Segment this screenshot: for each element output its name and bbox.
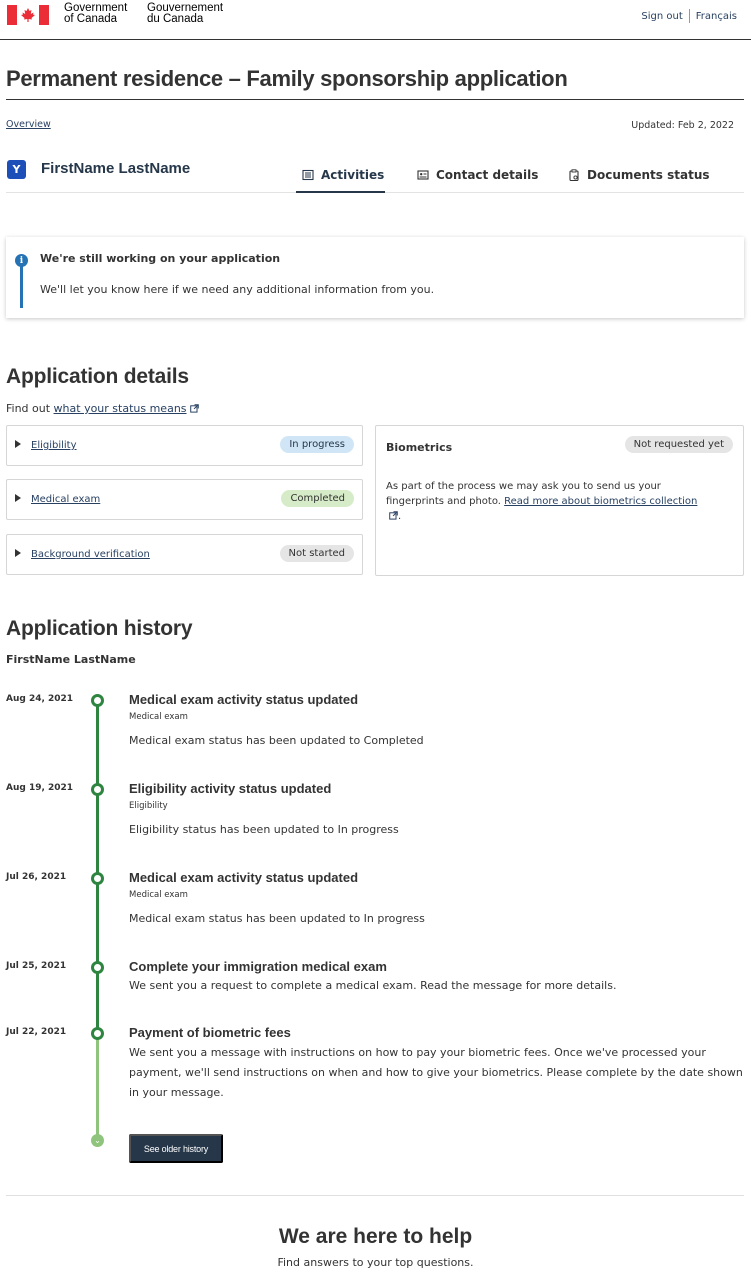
- event-description: Medical exam status has been updated to Completed: [129, 734, 424, 747]
- expand-triangle-icon: [15, 549, 21, 557]
- timeline-dot: [91, 1027, 104, 1040]
- tab-activities-label: Activities: [321, 168, 385, 182]
- gouvernement-du-canada-wordmark: [147, 3, 223, 25]
- info-icon: i: [15, 254, 28, 267]
- active-tab-indicator: [296, 191, 385, 193]
- medical-exam-link[interactable]: Medical exam: [31, 494, 101, 505]
- application-details-heading: Application details: [6, 365, 189, 388]
- event-date: Jul 22, 2021: [6, 1027, 67, 1037]
- contact-card-icon: [417, 169, 429, 181]
- timeline-chevron-down-icon: ⌄: [91, 1134, 104, 1147]
- list-icon: [302, 169, 314, 181]
- footer-divider: [6, 1195, 744, 1196]
- see-older-history-button[interactable]: See older history: [129, 1134, 223, 1163]
- event-title: Payment of biometric fees: [129, 1025, 291, 1040]
- event-title: Medical exam activity status updated: [129, 870, 359, 885]
- timeline-line-older: [96, 1038, 99, 1136]
- canada-flag-icon: [7, 5, 49, 25]
- timeline-line: [96, 700, 99, 1038]
- background-verification-item[interactable]: [6, 534, 363, 575]
- alert-title: We're still working on your application: [40, 252, 281, 265]
- tab-contact-details[interactable]: [417, 167, 538, 183]
- applicant-name: FirstName LastName: [41, 160, 191, 177]
- biometrics-collection-link[interactable]: Read more about biometrics collection: [504, 496, 698, 507]
- gov-en-line1: Government: [64, 2, 128, 14]
- tab-contact-details-label: Contact details: [436, 168, 539, 182]
- background-verification-link[interactable]: Background verification: [31, 549, 150, 560]
- status-badge: Completed: [281, 490, 354, 507]
- timeline-dot: [91, 783, 104, 796]
- event-date: Aug 19, 2021: [6, 783, 74, 793]
- event-subtitle: Eligibility: [129, 801, 168, 811]
- applicant-avatar: Y: [7, 160, 26, 179]
- status-badge: Not requested yet: [625, 436, 733, 453]
- biometrics-description: As part of the process we may ask you to send us your fingerprints and photo.: [386, 481, 661, 507]
- application-history-heading: Application history: [6, 617, 193, 640]
- biometrics-card: [375, 425, 744, 576]
- tab-documents-status-label: Documents status: [587, 168, 710, 182]
- status-meaning-link[interactable]: what your status means: [53, 402, 187, 415]
- status-help-text: [6, 402, 199, 415]
- title-divider: [6, 99, 744, 100]
- external-link-icon: [389, 511, 398, 520]
- event-title: Eligibility activity status updated: [129, 781, 332, 796]
- external-link-icon: [190, 404, 199, 413]
- expand-triangle-icon: [15, 440, 21, 448]
- timeline-dot: [91, 694, 104, 707]
- medical-exam-item[interactable]: [6, 479, 363, 520]
- eligibility-link[interactable]: Eligibility: [31, 440, 77, 451]
- status-badge: In progress: [280, 436, 354, 453]
- event-subtitle: Medical exam: [129, 890, 188, 900]
- event-title: Medical exam activity status updated: [129, 692, 359, 707]
- site-header: [0, 0, 751, 40]
- biometrics-title: Biometrics: [386, 441, 453, 454]
- expand-triangle-icon: [15, 494, 21, 502]
- page-title: Permanent residence – Family sponsorship application: [6, 66, 568, 91]
- event-description: We sent you a request to complete a medical exam. Read the message for more details.: [129, 979, 617, 992]
- gov-fr-line1: Gouvernement: [147, 2, 224, 14]
- event-title: Complete your immigration medical exam: [129, 959, 387, 974]
- gov-fr-line2: du Canada: [147, 13, 204, 25]
- help-heading: We are here to help: [278, 1225, 473, 1248]
- biometrics-text: [386, 479, 706, 524]
- updated-date: Updated: Feb 2, 2022: [631, 120, 734, 131]
- sign-out-link[interactable]: Sign out: [641, 10, 683, 22]
- event-date: Jul 25, 2021: [6, 961, 67, 971]
- alert-body: We'll let you know here if we need any additional information from you.: [40, 283, 435, 296]
- header-links: [635, 9, 743, 23]
- language-toggle-link[interactable]: Français: [695, 10, 737, 22]
- clipboard-icon: [568, 169, 580, 181]
- event-description: Eligibility status has been updated to In progress: [129, 823, 399, 836]
- gov-en-line2: of Canada: [64, 13, 118, 25]
- eligibility-item[interactable]: [6, 425, 363, 466]
- event-description: We sent you a message with instructions on how to pay your biometric fees. Once we've processed your payment, we'll send instructions on when and how to give your biometrics. Please complete by the date shown in your message.: [129, 1046, 743, 1099]
- biometrics-suffix: .: [398, 511, 402, 522]
- event-description: Medical exam status has been updated to In progress: [129, 912, 425, 925]
- info-alert: [6, 237, 744, 318]
- event-subtitle: Medical exam: [129, 712, 188, 722]
- event-date: Jul 26, 2021: [6, 872, 67, 882]
- status-badge: Not started: [280, 545, 355, 562]
- history-applicant-name: FirstName LastName: [6, 653, 136, 666]
- timeline-dot: [91, 872, 104, 885]
- tab-documents-status[interactable]: [568, 167, 710, 183]
- help-subtitle: Find answers to your top questions.: [277, 1256, 474, 1269]
- timeline-dot: [91, 961, 104, 974]
- overview-link[interactable]: Overview: [6, 119, 51, 130]
- status-help-prefix: Find out: [6, 402, 54, 415]
- government-of-canada-wordmark: [64, 3, 127, 25]
- tab-activities[interactable]: [302, 167, 384, 183]
- event-date: Aug 24, 2021: [6, 694, 74, 704]
